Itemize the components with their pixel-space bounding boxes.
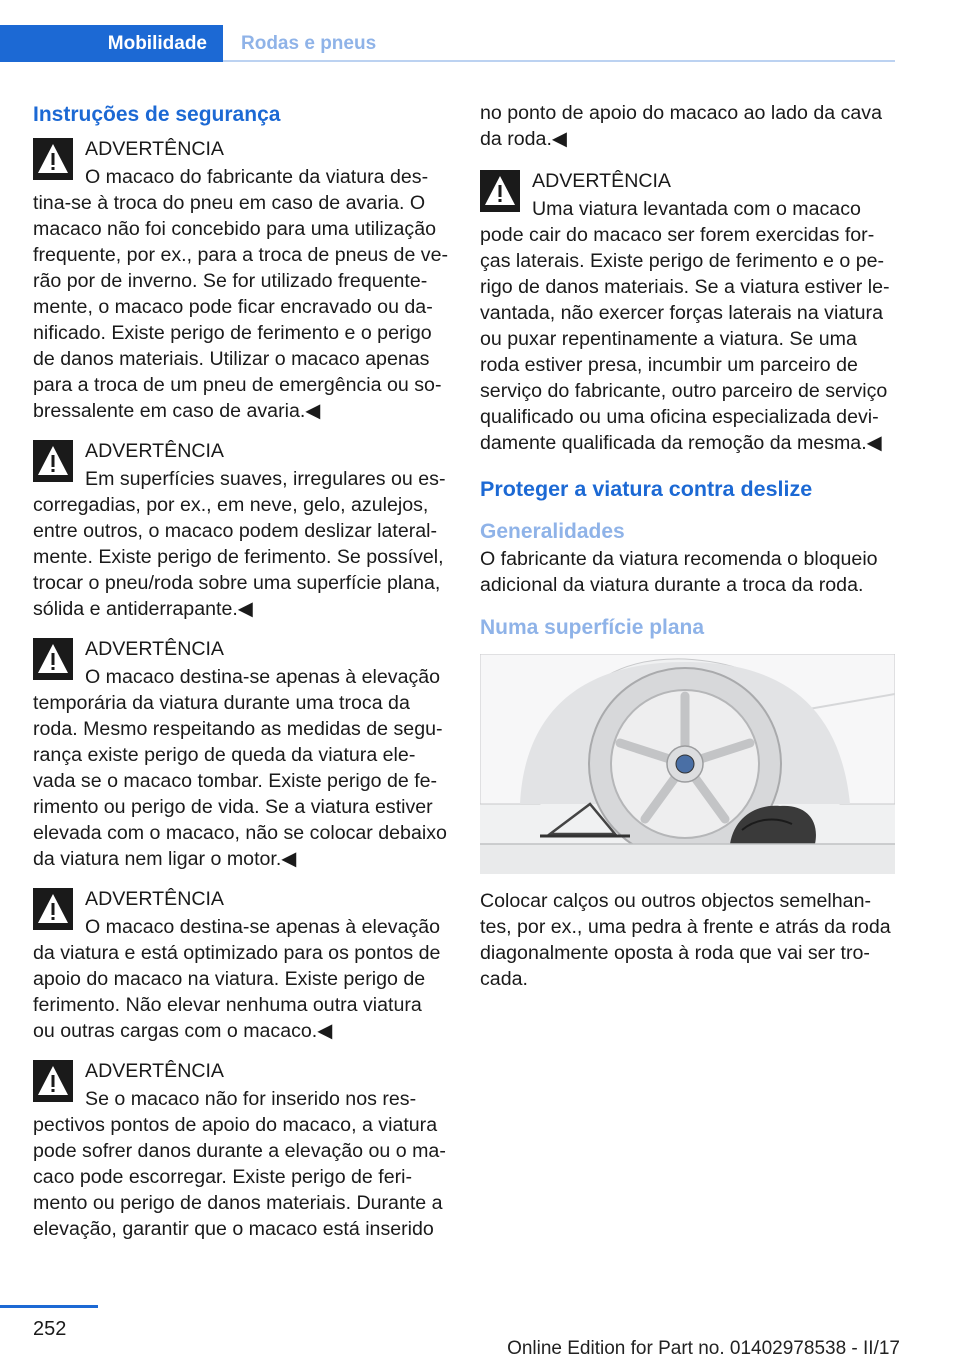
warning-block bbox=[480, 166, 895, 456]
warning-text: Se o macaco não for inserido nos respectivos pontos de apoio do macaco, a viatura pode sofrer danos durante a elevação ou o macaco pode escorregar. Existe perigo de ferimento ou perigo de danos materiais. Durante a elevação, garantir que o macaco está inserido bbox=[33, 1088, 446, 1240]
subsection-title-general: Generalidades bbox=[480, 520, 625, 543]
warning-block bbox=[33, 1056, 448, 1242]
tab-mobilidade[interactable]: Mobilidade bbox=[0, 25, 223, 62]
edition-note: Online Edition for Part no. 01402978538 - II/17 bbox=[507, 1338, 900, 1359]
section-title-safety: Instruções de segurança bbox=[33, 103, 281, 126]
warning-triangle-icon bbox=[33, 138, 73, 180]
warning-block bbox=[33, 884, 448, 1044]
header-divider bbox=[223, 60, 895, 62]
continuation-text: no ponto de apoio do macaco ao lado da cava da roda.◀ bbox=[480, 102, 882, 150]
warning-triangle-icon bbox=[33, 1060, 73, 1102]
section-title-protect: Proteger a viatura contra deslize bbox=[480, 477, 813, 501]
warning-block bbox=[33, 436, 448, 622]
warning-heading: ADVERTÊNCIA bbox=[85, 440, 225, 462]
general-text: O fabricante da viatura recomenda o bloqueio adicional da viatura durante a troca da roda. bbox=[480, 548, 878, 596]
footer-accent-line bbox=[0, 1305, 98, 1308]
right-column bbox=[480, 100, 895, 992]
warning-triangle-icon bbox=[480, 170, 520, 212]
warning-heading: ADVERTÊNCIA bbox=[85, 638, 225, 660]
left-column bbox=[33, 100, 448, 1242]
page-number: 252 bbox=[33, 1318, 67, 1340]
subsection-title-flat-surface: Numa superfície plana bbox=[480, 616, 705, 639]
warning-text: O macaco destina-se apenas à elevação da viatura e está optimizado para os pontos de apoio do macaco na viatura. Existe perigo de ferimento. Não elevar nenhuma outra viatura ou outras cargas com o macaco.◀ bbox=[33, 916, 441, 1042]
wheel-chock-illustration bbox=[480, 654, 895, 874]
warning-text: O macaco destina-se apenas à elevação temporária da viatura durante uma troca da roda. Mesmo respeitando as medidas de segurança existe perigo de queda da viatura elevada se o macaco tombar. Existe perigo de ferimento ou perigo de vida. Se a viatura estiver elevada com o macaco, não se colocar debaixo da viatura nem ligar o motor.◀ bbox=[33, 666, 447, 870]
figure-caption: Colocar calços ou outros objectos semelhantes, por ex., uma pedra à frente e atrás da roda diagonalmente oposta à roda que vai ser trocada. bbox=[480, 890, 891, 990]
warning-heading: ADVERTÊNCIA bbox=[85, 138, 225, 160]
page-header bbox=[0, 0, 960, 62]
warning-block bbox=[33, 634, 448, 872]
warning-text: Em superfícies suaves, irregulares ou escorregadias, por ex., em neve, gelo, azulejos, entre outros, o macaco podem deslizar lateralmente. Existe perigo de ferimento. Se possível, trocar o pneu/roda sobre uma superfície plana, sólida e antiderrapante.◀ bbox=[33, 468, 446, 620]
warning-heading: ADVERTÊNCIA bbox=[85, 888, 225, 910]
warning-text: O macaco do fabricante da viatura destina-se à troca do pneu em caso de avaria. O macaco não foi concebido para uma utilização frequente, por ex., para a troca de pneus de verão por de inverno. Se for utilizado frequentemente, o macaco pode ficar encravado ou danificado. Existe perigo de ferimento e o perigo de danos materiais. Utilizar o macaco apenas para a troca de um pneu de emergência ou sobressalente em caso de avaria.◀ bbox=[33, 166, 449, 422]
warning-heading: ADVERTÊNCIA bbox=[85, 1060, 225, 1082]
tab-rodas-e-pneus[interactable]: Rodas e pneus bbox=[241, 32, 377, 54]
warning-triangle-icon bbox=[33, 440, 73, 482]
warning-heading: ADVERTÊNCIA bbox=[532, 170, 672, 192]
warning-text: Uma viatura levantada com o macaco pode cair do macaco ser forem exercidas forças laterais. Existe perigo de ferimento e o perigo de danos materiais. Se a viatura estiver levantada, não exercer forças laterais na viatura ou puxar repentinamente a viatura. Se uma roda estiver presa, incumbir um parceiro de serviço do fabricante, outro parceiro de serviço qualificado ou uma oficina especializada devidamente qualificada da remoção da mesma.◀ bbox=[480, 198, 890, 454]
warning-block bbox=[33, 134, 448, 424]
warning-triangle-icon bbox=[33, 888, 73, 930]
warning-triangle-icon bbox=[33, 638, 73, 680]
